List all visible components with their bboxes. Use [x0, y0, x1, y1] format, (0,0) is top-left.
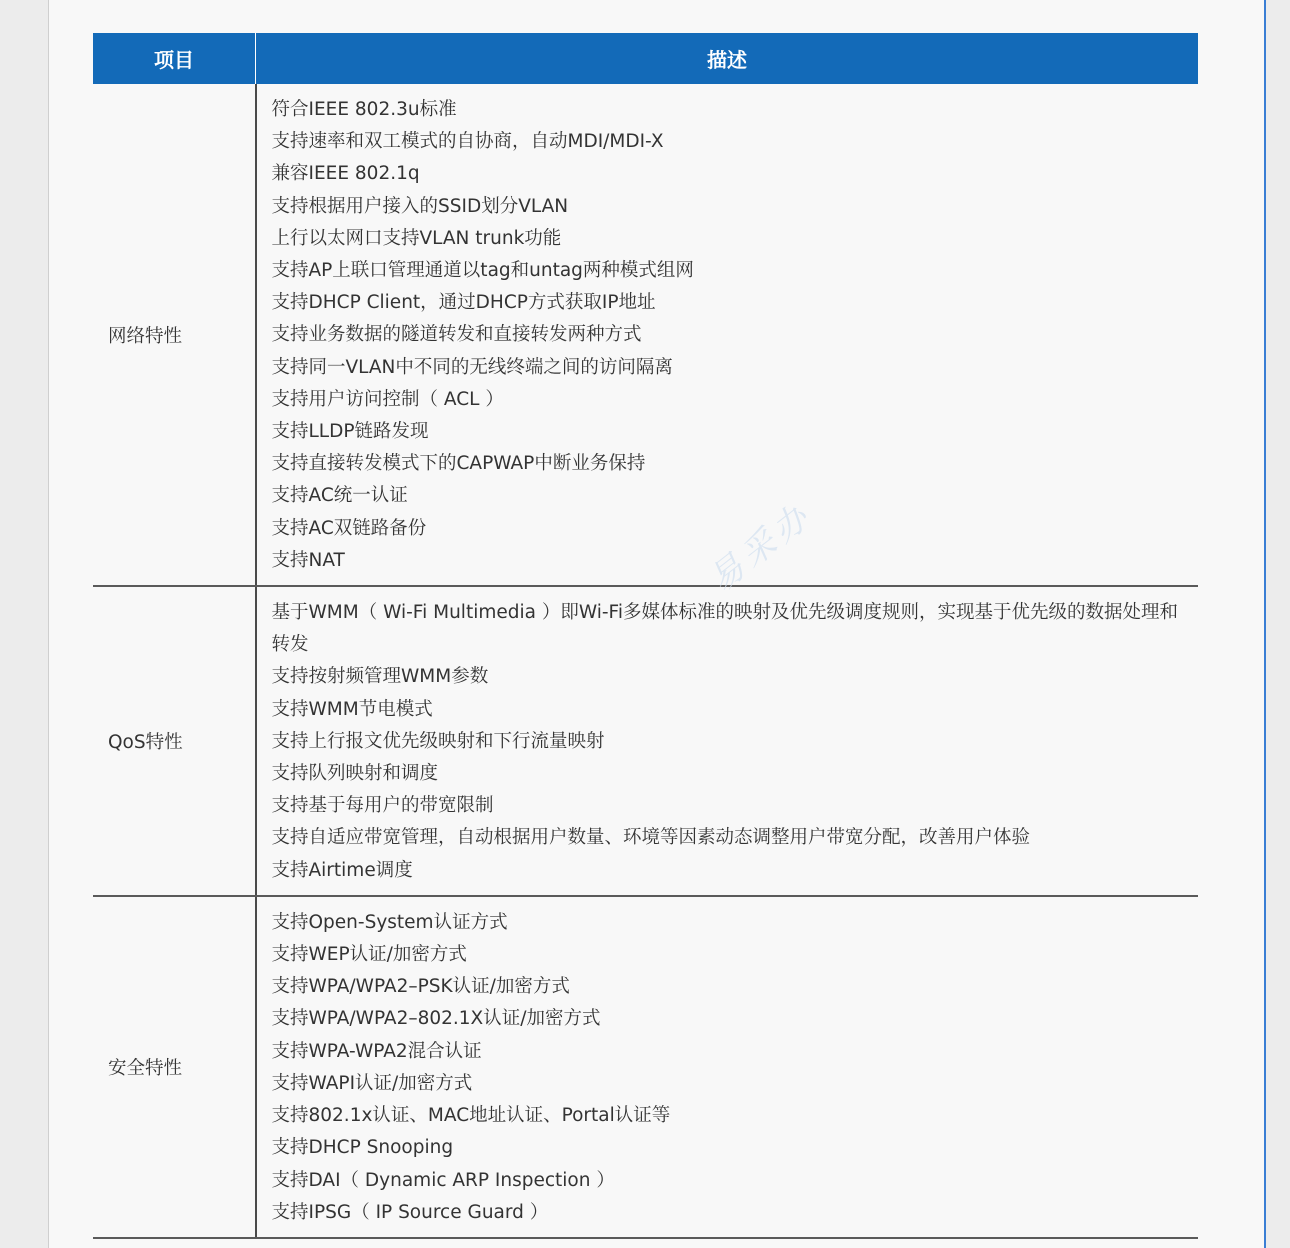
- feature-line: 基于WMM（ Wi-Fi Multimedia ）即Wi-Fi多媒体标准的映射及优先级调度规则，实现基于优先级的数据处理和转发: [271, 602, 1178, 656]
- feature-line: 支持LLDP链路发现: [271, 421, 429, 443]
- feature-line: 支持DHCP Client，通过DHCP方式获取IP地址: [271, 292, 656, 314]
- feature-line: 支持AC统一认证: [271, 485, 408, 507]
- feature-line: 支持NAT: [271, 549, 345, 571]
- feature-line: 支持DAI（ Dynamic ARP Inspection ）: [271, 1169, 615, 1191]
- feature-line: 支持速率和双工模式的自协商，自动MDI/MDI-X: [271, 131, 664, 153]
- description-cell: [256, 896, 1199, 1238]
- watermark: 易采办: [701, 494, 821, 600]
- feature-line: 支持WEP认证/加密方式: [271, 944, 467, 966]
- description-cell: [256, 586, 1199, 896]
- feature-line: 支持AP上联口管理通道以tag和untag两种模式组网: [271, 260, 694, 282]
- table-row-network: [93, 84, 1198, 586]
- feature-line: 兼容IEEE 802.1q: [271, 163, 420, 185]
- feature-line: 支持Open-System认证方式: [271, 911, 508, 933]
- feature-line: 支持AC双链路备份: [271, 517, 427, 539]
- feature-line: 支持基于每用户的带宽限制: [271, 795, 494, 817]
- table-row-qos: [93, 586, 1198, 896]
- feature-line: 支持业务数据的隧道转发和直接转发两种方式: [271, 324, 642, 346]
- feature-line: 支持直接转发模式下的CAPWAP中断业务保持: [271, 453, 646, 475]
- document-page: [48, 0, 1266, 1248]
- feature-line: 上行以太网口支持VLAN trunk功能: [271, 227, 562, 249]
- feature-line: 符合IEEE 802.3u标准: [271, 99, 457, 120]
- feature-line: 支持同一VLAN中不同的无线终端之间的访问隔离: [271, 356, 673, 378]
- description-cell: [256, 84, 1199, 586]
- header-item: 项目: [93, 33, 256, 84]
- feature-line: 支持Airtime调度: [271, 859, 413, 881]
- feature-line: 支持按射频管理WMM参数: [271, 666, 489, 688]
- feature-line: 支持自适应带宽管理，自动根据用户数量、环境等因素动态调整用户带宽分配，改善用户体验: [271, 827, 1031, 849]
- feature-line: 支持802.1x认证、MAC地址认证、Portal认证等: [271, 1105, 671, 1127]
- feature-line: 支持WAPI认证/加密方式: [271, 1072, 473, 1094]
- category-cell: 网络特性: [93, 84, 256, 586]
- feature-line: 支持DHCP Snooping: [271, 1137, 454, 1159]
- feature-line: 支持WPA/WPA2–802.1X认证/加密方式: [271, 1008, 601, 1030]
- spec-table: [93, 33, 1198, 1239]
- category-cell: 安全特性: [93, 896, 256, 1238]
- feature-line: 支持WMM节电模式: [271, 698, 433, 720]
- feature-line: 支持WPA-WPA2混合认证: [271, 1040, 482, 1062]
- category-cell: QoS特性: [93, 586, 256, 896]
- table-row-security: [93, 896, 1198, 1238]
- table-header-row: [93, 33, 1198, 84]
- feature-line: 支持IPSG（ IP Source Guard ）: [271, 1201, 549, 1223]
- feature-line: 支持根据用户接入的SSID划分VLAN: [271, 195, 569, 217]
- feature-line: 支持WPA/WPA2–PSK认证/加密方式: [271, 976, 570, 998]
- header-desc: 描述: [256, 33, 1199, 84]
- feature-line: 支持用户访问控制（ ACL ）: [271, 388, 504, 410]
- feature-line: 支持上行报文优先级映射和下行流量映射: [271, 730, 605, 752]
- feature-line: 支持队列映射和调度: [271, 763, 439, 785]
